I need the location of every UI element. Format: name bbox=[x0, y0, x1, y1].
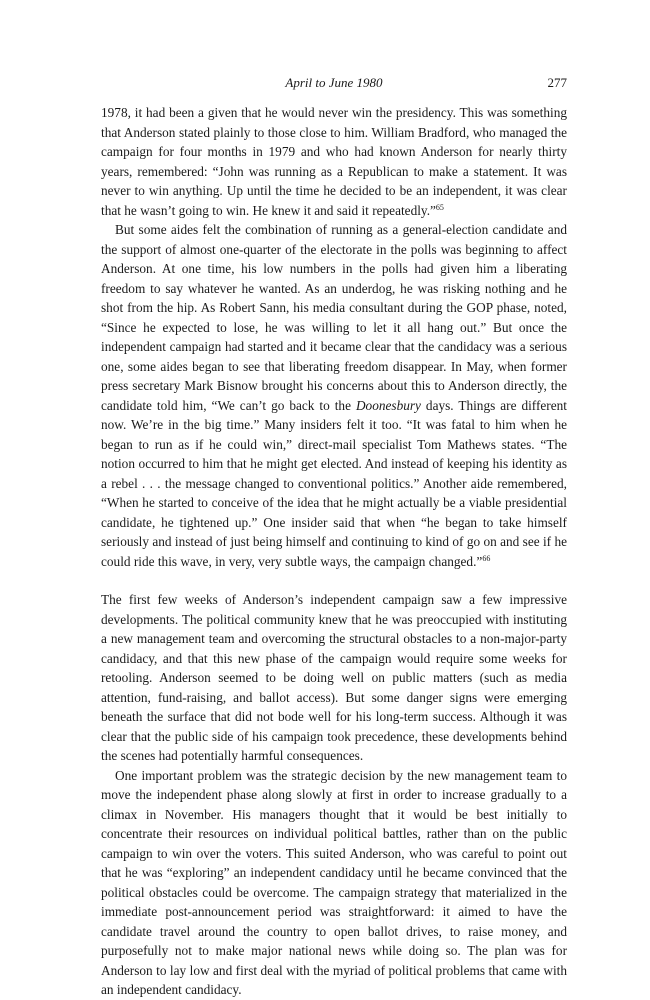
paragraph-3-text: The first few weeks of Anderson’s independent campaign saw a few impressive developments. The political community knew that he was preoccupied with instituting a new management team and overcoming the structural obstacles to a non-major-party candidacy, and that this new phase of the campaign would require some weeks for retooling. Anderson seemed to be doing well on public matters (such as media attention, fund-raising, and ballot access). But some danger signs were emerging beneath the surface that did not bode well for his long-term success. Although it was clear that the public side of his campaign took precedence, these developments behind the scenes had potentially harmful consequences. bbox=[101, 592, 567, 763]
footnote-ref-66: 66 bbox=[482, 553, 491, 563]
paragraph-2 bbox=[101, 220, 567, 571]
running-header bbox=[101, 74, 567, 92]
running-title: April to June 1980 bbox=[285, 75, 383, 90]
body-text bbox=[101, 103, 567, 1000]
paragraph-1 bbox=[101, 103, 567, 220]
paragraph-2-text-a: But some aides felt the combination of running as a general-election candidate and the support of almost one-quarter of the electorate in the polls was beginning to affect Anderson. At one time, his low numbers in the polls had given him a liberating freedom to say whatever he wanted. As an underdog, he was risking nothing and he shot from the hip. As Robert Sann, his media consultant during the GOP phase, noted, “Since he expected to lose, he was willing to let it all hang out.” But once the independent campaign had started and it became clear that the candidacy was a serious one, some aides began to see that liberating freedom disappear. In May, when former press secretary Mark Bisnow brought his concerns about this to Anderson directly, the candidate told him, “We can’t go back to the bbox=[101, 222, 567, 413]
paragraph-2-text-b: days. Things are different now. We’re in the big time.” Many insiders felt it too. “It was fatal to him when he began to run as if he could win,” direct-mail specialist Tom Mathews states. “The notion occurred to him that he might get elected. And instead of keeping his identity as a rebel . . . the message changed to conventional politics.” Another aide remembered, “When he started to conceive of the idea that he might actually be a viable presidential candidate, he tightened up.” One insider said that when “he began to take himself seriously and instead of just being himself and continuing to kind of go on and see if he could ride this wave, in very, very subtle ways, the campaign changed.” bbox=[101, 397, 567, 569]
doonesbury-title: Doonesbury bbox=[355, 397, 421, 413]
paragraph-4 bbox=[101, 766, 567, 1000]
footnote-ref-65: 65 bbox=[435, 202, 444, 212]
paragraph-4-text: One important problem was the strategic decision by the new management team to move the independent phase along slowly at first in order to increase gradually to a climax in November. His managers thought that it would be best initially to concentrate their resources on individual political battles, rather than on the public campaign to win over the voters. This suited Anderson, who was careful to point out that he was “exploring” an independent candidacy until he became convinced that the political obstacles could be overcome. The campaign strategy that materialized in the immediate post-announcement period was straightforward: it aimed to have the candidate travel around the country to open ballot drives, to raise money, and purposefully not to make major national news while doing so. The plan was for Anderson to lay low and first deal with the myriad of political problems that came with an independent candidacy. bbox=[101, 767, 567, 997]
page-number: 277 bbox=[547, 75, 567, 90]
paragraph-1-text: 1978, it had been a given that he would never win the presidency. This was something that Anderson stated plainly to those close to him. William Bradford, who managed the campaign for four months in 1979 and who had known Anderson for nearly thirty years, remembered: “John was running as a Republican to make a statement. It was never to win anything. Up until the time he decided to be an independent, it was clear that he wasn’t going to win. He knew it and said it repeatedly.” bbox=[101, 105, 567, 218]
paragraph-3 bbox=[101, 590, 567, 766]
